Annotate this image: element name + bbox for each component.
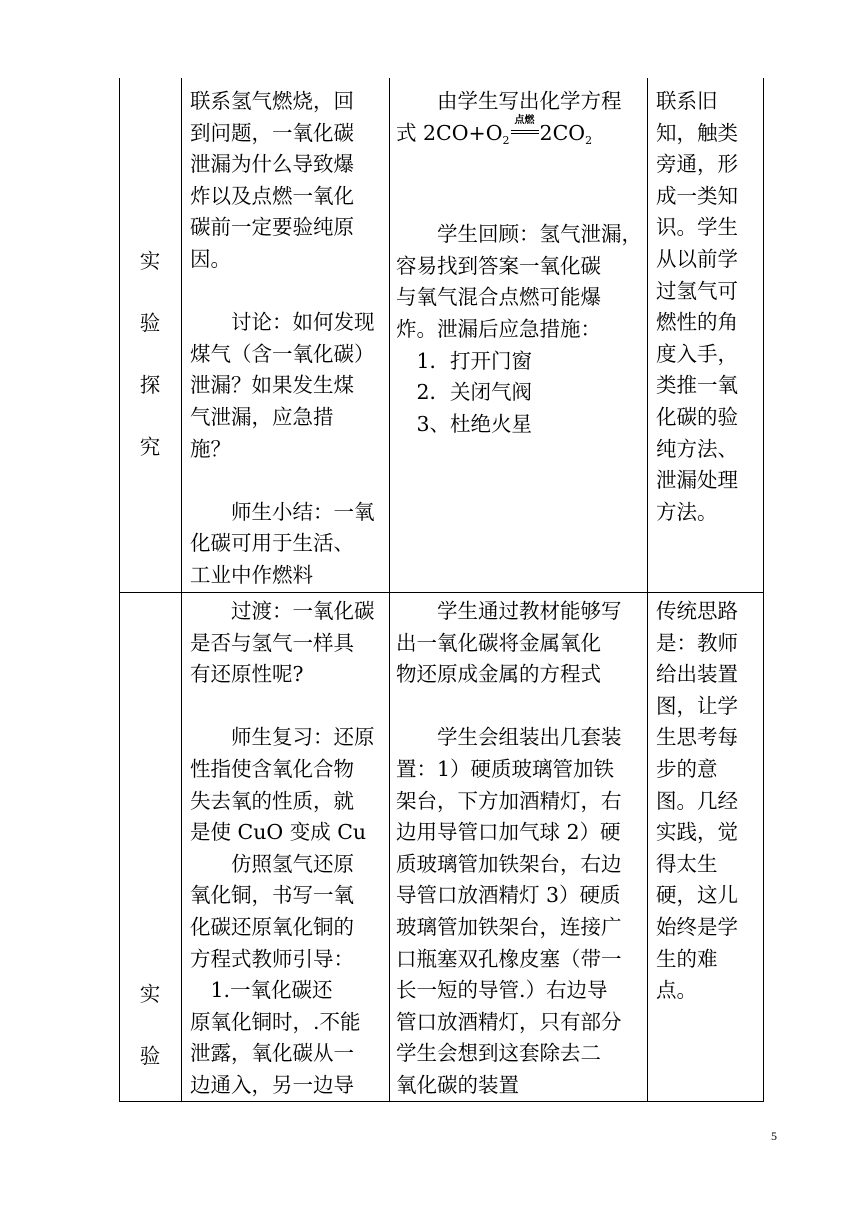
text-line: 硬，这儿 xyxy=(656,883,738,908)
text-line: 知，触类 xyxy=(656,120,738,145)
text-line: 到问题，一氧化碳 xyxy=(190,120,354,145)
text-line: 联系旧 xyxy=(656,89,718,113)
text-line: 置：1）硬质玻璃管加铁 xyxy=(396,756,615,781)
text-line: 与氧气混合点燃可能爆 xyxy=(396,285,601,310)
text-line: 步的意 xyxy=(656,756,718,781)
table-border-right xyxy=(763,78,764,1102)
text-line: 原氧化铜时，.不能 xyxy=(190,1009,361,1034)
text-line: 失去氧的性质，就 xyxy=(190,788,354,813)
text-line: 学生通过教材能够写 xyxy=(396,599,622,623)
section-label-experiment-inquiry xyxy=(119,247,181,461)
text-line: 图，让学 xyxy=(656,693,738,718)
text-line xyxy=(190,276,375,308)
text-line: 炸以及点燃一氧化 xyxy=(190,183,354,208)
label-char: 验 xyxy=(139,1044,161,1068)
text-line: 口瓶塞双孔橡皮塞（带一 xyxy=(396,946,622,971)
text-line: 仿照氢气还原 xyxy=(190,851,354,876)
label-char: 究 xyxy=(139,435,161,459)
reaction-condition: 点燃 xyxy=(510,120,540,142)
text-line: 实践，觉 xyxy=(656,820,738,845)
text-line: 生思考每 xyxy=(656,725,738,750)
list-item: 1．打开门窗 xyxy=(396,348,533,373)
column-divider xyxy=(181,78,182,1102)
list-item: 3、杜绝火星 xyxy=(396,411,533,436)
text-line: 由学生写出化学方程 xyxy=(396,89,622,113)
text-line: 传统思路 xyxy=(656,599,738,623)
text-line: 工业中作燃料 xyxy=(190,562,313,587)
column-divider xyxy=(389,78,390,1102)
text-line: 旁通，形 xyxy=(656,152,738,177)
list-item: 2．关闭气阀 xyxy=(396,380,533,405)
text-line: 泄露，氧化碳从一 xyxy=(190,1041,354,1066)
text-line: 联系氢气燃烧，回 xyxy=(190,89,354,113)
text-line: 化碳可用于生活、 xyxy=(190,531,354,556)
text-line: 泄漏？如果发生煤 xyxy=(190,373,354,398)
text-line: 从以前学 xyxy=(656,246,738,271)
text-line: 炸。泄漏后应急措施： xyxy=(396,316,601,341)
text-line: 边通入，另一边导 xyxy=(190,1072,354,1097)
text-line: 边用导管口加气球 2）硬 xyxy=(396,820,621,845)
text-line: 过氢气可 xyxy=(656,278,738,303)
text-line: 性指使含氧化合物 xyxy=(190,756,354,781)
text-line: 气泄漏，应急措 xyxy=(190,404,334,429)
text-line: 是：教师 xyxy=(656,630,738,655)
text-line: 纯方法、 xyxy=(656,436,738,461)
text-line: 学生回顾：氢气泄漏， xyxy=(396,222,642,247)
text-line: 出一氧化碳将金属氧化 xyxy=(396,630,601,655)
text-line: 生的难 xyxy=(656,946,718,971)
text-line: 始终是学 xyxy=(656,914,738,939)
design-intent-cell xyxy=(656,86,738,528)
text-line: 容易找到答案一氧化碳 xyxy=(396,253,601,278)
row-divider xyxy=(119,592,763,593)
text-line: 方程式教师引导： xyxy=(190,946,354,971)
text-line: 氧化碳的装置 xyxy=(396,1072,519,1097)
text-line: 泄漏为什么导致爆 xyxy=(190,152,354,177)
text-line: 氧化铜，书写一氧 xyxy=(190,883,354,908)
text-line: 学生会想到这套除去二 xyxy=(396,1041,601,1066)
text-line: 过渡：一氧化碳 xyxy=(190,599,375,623)
text-line xyxy=(396,691,622,723)
text-line: 煤气（含一氧化碳） xyxy=(190,341,375,366)
student-activity-cell xyxy=(396,86,642,440)
label-char: 验 xyxy=(139,311,161,335)
text-line: 是使 CuO 变成 Cu xyxy=(190,820,367,845)
text-line: 玻璃管加铁架台，连接广 xyxy=(396,914,622,939)
table-border-left xyxy=(119,78,120,1102)
text-line: 学生会组装出几套装 xyxy=(396,725,622,750)
column-divider xyxy=(647,78,648,1102)
chemical-equation: 式 $2CO+O_2$ 点燃 $2CO_2$ xyxy=(396,114,593,147)
text-line: 长一短的导管.）右边导 xyxy=(396,978,608,1003)
page-number: 5 xyxy=(771,1129,777,1143)
text-line: 架台，下方加酒精灯，右 xyxy=(396,788,622,813)
text-line xyxy=(190,465,375,497)
text-line xyxy=(190,691,375,723)
text-line: 物还原成金属的方程式 xyxy=(396,662,601,687)
label-char: 实 xyxy=(139,982,161,1006)
text-line: 化碳的验 xyxy=(656,404,738,429)
label-char: 实 xyxy=(139,249,161,273)
text-line: 图。几经 xyxy=(656,788,738,813)
text-line: 师生复习：还原 xyxy=(190,725,375,750)
text-line: 导管口放酒精灯 3）硬质 xyxy=(396,883,621,908)
section-label-experiment xyxy=(119,980,181,1070)
text-line: 施？ xyxy=(190,436,231,461)
text-line: 师生小结：一氧 xyxy=(190,499,375,524)
text-line: 有还原性呢? xyxy=(190,662,304,687)
text-line: 成一类知 xyxy=(656,183,738,208)
teacher-activity-cell xyxy=(190,86,375,592)
design-intent-cell xyxy=(656,596,738,1007)
lesson-plan-table xyxy=(119,78,763,1102)
text-line: 因。 xyxy=(190,246,231,271)
text-line: 类推一氧 xyxy=(656,373,738,398)
text-line: 给出装置 xyxy=(656,662,738,687)
text-line: 泄漏处理 xyxy=(656,468,738,493)
label-char: 探 xyxy=(139,373,161,397)
student-activity-cell xyxy=(396,596,622,1102)
text-line: 1.一氧化碳还 xyxy=(190,978,333,1003)
text-line: 度入手， xyxy=(656,341,738,366)
text-line: 是否与氢气一样具 xyxy=(190,630,354,655)
text-line: 点。 xyxy=(656,978,697,1003)
text-line: 讨论：如何发现 xyxy=(190,310,375,335)
text-line: 化碳还原氧化铜的 xyxy=(190,914,354,939)
text-line: 碳前一定要验纯原 xyxy=(190,215,354,240)
text-line: 识。学生 xyxy=(656,215,738,240)
text-line: 燃性的角 xyxy=(656,310,738,335)
text-line: 管口放酒精灯，只有部分 xyxy=(396,1009,622,1034)
teacher-activity-cell xyxy=(190,596,375,1102)
text-line: 方法。 xyxy=(656,499,718,524)
text-line: 质玻璃管加铁架台，右边 xyxy=(396,851,622,876)
text-line: 得太生 xyxy=(656,851,718,876)
